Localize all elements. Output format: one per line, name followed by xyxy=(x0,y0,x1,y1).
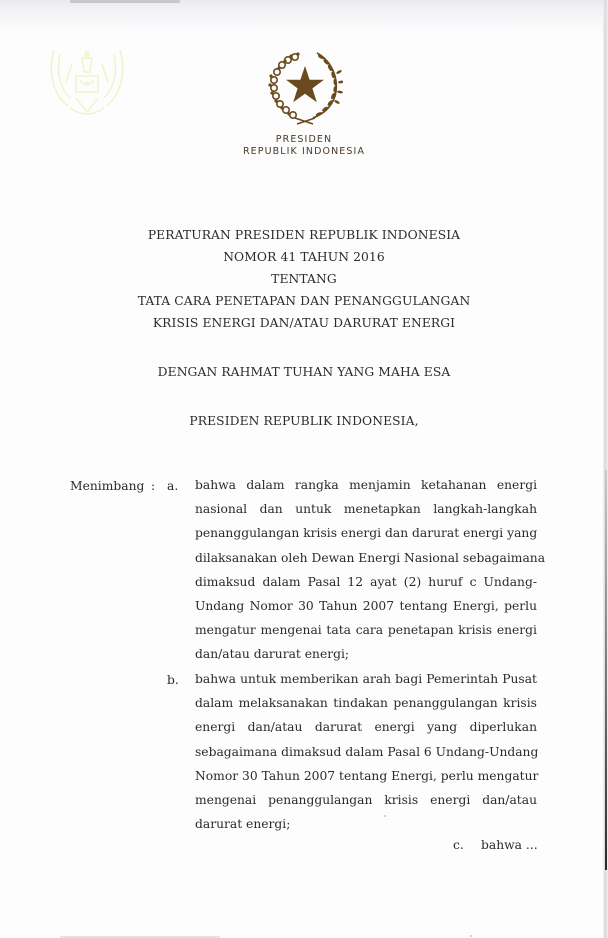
scan-right-shadow xyxy=(605,470,607,870)
text-line: dimaksud dalam Pasal 12 ayat (2) huruf c Undang- xyxy=(195,574,537,589)
letterhead-republik-indonesia: REPUBLIK INDONESIA xyxy=(242,146,366,157)
text-line: Undang Nomor 30 Tahun 2007 tentang Energi, perlu xyxy=(195,598,537,613)
preamble-authority: PRESIDEN REPUBLIK INDONESIA, xyxy=(189,414,419,428)
text-line: dalam melaksanakan tindakan penanggulangan krisis xyxy=(195,696,537,711)
title-subject-line1: TATA CARA PENETAPAN DAN PENANGGULANGAN xyxy=(137,294,471,308)
text-line: mengatur mengenai tata cara penetapan krisis energi xyxy=(195,623,537,638)
title-tentang: TENTANG xyxy=(271,272,337,286)
text-line: Nomor 30 Tahun 2007 tentang Energi, perlu mengatur xyxy=(195,768,539,783)
title-number-year: NOMOR 41 TAHUN 2016 xyxy=(223,250,385,264)
continuation-letter: c. xyxy=(453,838,464,852)
letterhead-presiden: PRESIDEN xyxy=(275,134,333,145)
title-regulation-type: PERATURAN PRESIDEN REPUBLIK INDONESIA xyxy=(147,228,461,242)
text-line: darurat energi; xyxy=(195,817,291,832)
scan-speck xyxy=(384,815,386,817)
text-line: penanggulangan krisis energi dan darurat energi yang xyxy=(195,526,538,541)
menimbang-label: Menimbang xyxy=(70,479,145,493)
text-line: bahwa dalam rangka menjamin ketahanan energi xyxy=(195,478,537,492)
item-a-letter: a. xyxy=(167,479,179,493)
continuation-text: bahwa ... xyxy=(481,838,538,852)
item-b-text xyxy=(195,667,537,836)
text-line: dilaksanakan oleh Dewan Energi Nasional sebagaimana xyxy=(195,550,546,565)
scan-speck xyxy=(470,935,472,937)
item-b-letter: b. xyxy=(167,673,179,687)
scan-top-shadow xyxy=(0,0,608,34)
item-a-text xyxy=(195,473,546,667)
title-subject-line2: KRISIS ENERGI DAN/ATAU DARURAT ENERGI xyxy=(152,316,456,330)
text-line: energi dan/atau darurat energi yang diperlukan xyxy=(195,720,537,735)
text-line: dan/atau darurat energi; xyxy=(195,647,350,662)
scan-top-edge xyxy=(70,0,180,3)
text-line: bahwa untuk memberikan arah bagi Pemerintah Pusat xyxy=(195,672,537,686)
presidential-seal-star-icon xyxy=(267,48,343,126)
garuda-pancasila-watermark-icon xyxy=(46,36,128,122)
text-line: mengenai penanggulangan krisis energi dan/atau xyxy=(195,792,537,807)
preamble-invocation: DENGAN RAHMAT TUHAN YANG MAHA ESA xyxy=(157,365,451,379)
menimbang-colon: : xyxy=(151,479,156,493)
text-line: nasional dan untuk menetapkan langkah-langkah xyxy=(195,502,537,517)
text-line: sebagaimana dimaksud dalam Pasal 6 Undang-Undang xyxy=(195,744,539,759)
